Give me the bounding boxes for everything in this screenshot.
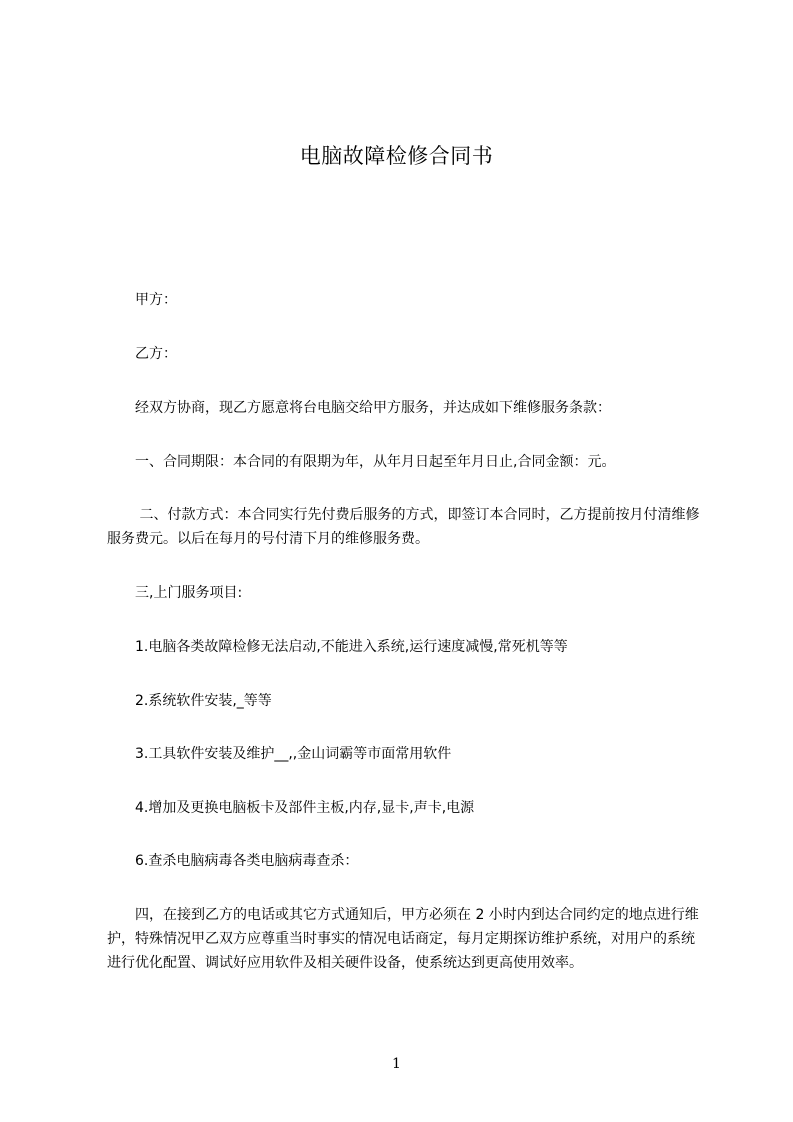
response-clause: 四，在接到乙方的电话或其它方式通知后，甲方必须在 2 小时内到达合同约定的地点进行维护，特殊情况甲乙双方应尊重当时事实的情况电话商定，每月定期探访维护系统，对用户的系统进行优化配置、调试好应用软件及相关硬件设备，使系统达到更高使用效率。 — [107, 907, 699, 971]
intro-paragraph: 经双方协商，现乙方愿意将台电脑交给甲方服务，并达成如下维修服务条款： — [135, 400, 611, 416]
page-number: 1 — [392, 1056, 401, 1072]
service-item-3: 3.工具软件安装及维护__,,金山词霸等市面常用软件 — [135, 746, 452, 762]
party-b-line: 乙方： — [135, 346, 177, 362]
party-a-line: 甲方： — [135, 292, 177, 308]
service-item-6: 6.查杀电脑病毒各类电脑病毒查杀： — [135, 853, 359, 869]
contract-term-clause: 一、合同期限：本合同的有限期为年，从年月日起至年月日止,合同金额：元。 — [135, 454, 616, 470]
document-title: 电脑故障检修合同书 — [299, 144, 494, 168]
payment-clause: 二、付款方式：本合同实行先付费后服务的方式，即签订本合同时，乙方提前按月付清维修服务费元。以后在每月的号付清下月的维修服务费。 — [107, 507, 700, 547]
service-item-4: 4.增加及更换电脑板卡及部件主板,内存,显卡,声卡,电源 — [135, 800, 475, 816]
service-items-heading: 三,上门服务项目: — [135, 585, 243, 601]
service-item-2: 2.系统软件安装,_等等 — [135, 693, 272, 709]
service-item-1: 1.电脑各类故障检修无法启动,不能进入系统,运行速度减慢,常死机等等 — [135, 639, 568, 655]
